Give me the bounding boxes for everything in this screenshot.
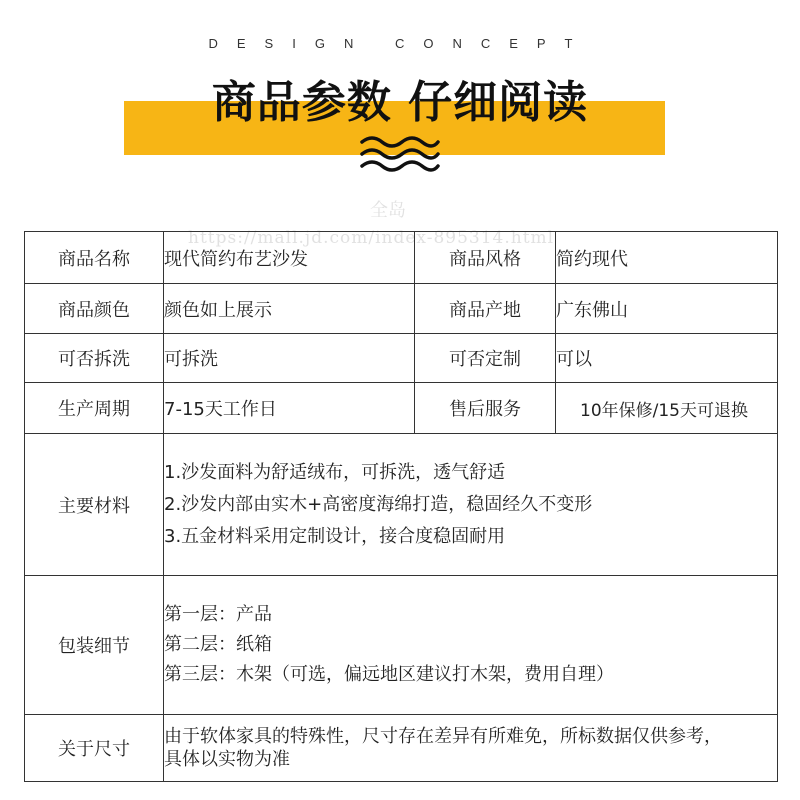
- packaging-list: [164, 576, 778, 715]
- production-cycle-label: 生产周期: [25, 383, 164, 434]
- product-name-value: 现代简约布艺沙发: [164, 232, 415, 284]
- materials-list: [164, 434, 778, 576]
- list-item: 第二层：纸箱: [164, 634, 272, 655]
- table-row: [25, 715, 778, 782]
- table-row: [25, 576, 778, 715]
- table-row: [25, 284, 778, 334]
- materials-label: 主要材料: [25, 434, 164, 576]
- design-concept-heading: DESIGN CONCEPT: [208, 36, 592, 51]
- product-color-value: 颜色如上展示: [164, 284, 415, 334]
- watermark-url: https://mall.jd.com/index-895314.html: [188, 228, 555, 248]
- after-sales-label: 售后服务: [415, 383, 556, 434]
- table-row: [25, 334, 778, 383]
- washable-value: 可拆洗: [164, 334, 415, 383]
- watermark-logo: 全岛: [370, 200, 406, 221]
- list-item: 第一层：产品: [164, 604, 272, 625]
- washable-label: 可否拆洗: [25, 334, 164, 383]
- customizable-label: 可否定制: [415, 334, 556, 383]
- list-item: 第三层：木架（可选，偏远地区建议打木架，费用自理）: [164, 664, 614, 685]
- product-origin-value: 广东佛山: [556, 284, 778, 334]
- size-note-line: 具体以实物为准: [164, 749, 290, 770]
- page-title: 商品参数 仔细阅读: [211, 77, 589, 128]
- product-name-label: 商品名称: [25, 232, 164, 284]
- after-sales-value: 10年保修/15天可退换: [556, 383, 778, 434]
- table-row: [25, 383, 778, 434]
- size-note-line: 由于软体家具的特殊性，尺寸存在差异有所难免，所标数据仅供参考，: [164, 726, 722, 747]
- list-item: 1.沙发面料为舒适绒布，可拆洗，透气舒适: [164, 461, 506, 483]
- production-cycle-value: 7-15天工作日: [164, 383, 415, 434]
- packaging-label: 包装细节: [25, 576, 164, 715]
- product-style-label: 商品风格: [415, 232, 556, 284]
- customizable-value: 可以: [556, 334, 778, 383]
- list-item: 2.沙发内部由实木+高密度海绵打造，稳固经久不变形: [164, 493, 593, 515]
- product-params-table: [24, 231, 778, 782]
- product-origin-label: 商品产地: [415, 284, 556, 334]
- table-row: [25, 434, 778, 576]
- wave-icon: [358, 132, 442, 176]
- table-row: [25, 232, 778, 284]
- size-label: 关于尺寸: [25, 715, 164, 782]
- list-item: 3.五金材料采用定制设计，接合度稳固耐用: [164, 525, 506, 547]
- product-style-value: 简约现代: [556, 232, 778, 284]
- product-color-label: 商品颜色: [25, 284, 164, 334]
- size-note: [164, 715, 778, 782]
